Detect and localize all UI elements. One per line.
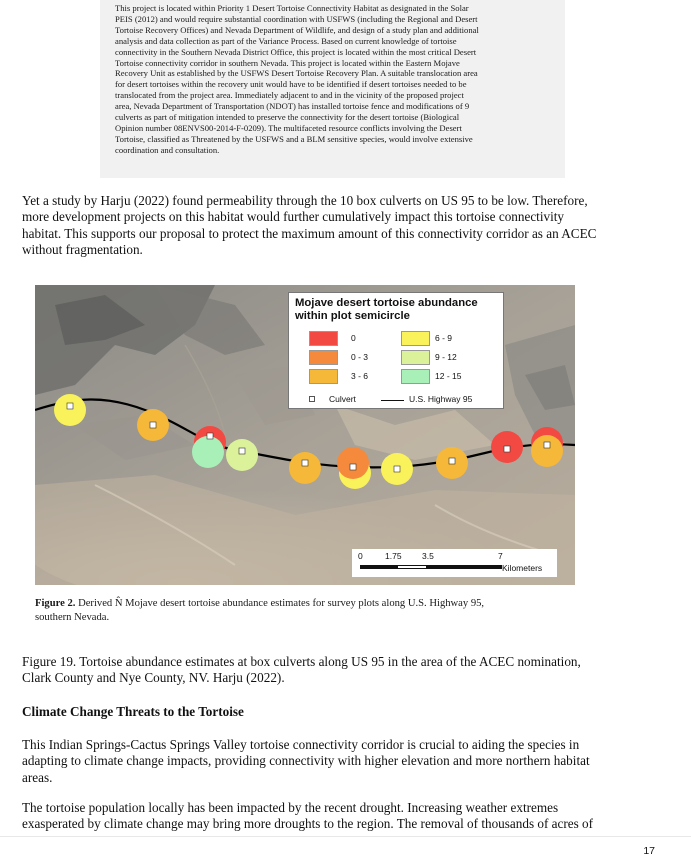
legend-label-6-9: 6 - 9 (435, 333, 453, 343)
caption-line (35, 597, 595, 611)
legend-highway-label: U.S. Highway 95 (409, 394, 473, 404)
paragraph-corridor (22, 737, 672, 786)
section-heading: Climate Change Threats to the Tortoise (22, 704, 244, 719)
survey-plot-12-15 (192, 436, 224, 468)
paragraph-line: areas. (22, 769, 53, 785)
culvert-marker (449, 458, 455, 464)
legend-label-0-3: 0 - 3 (351, 352, 369, 362)
culvert-marker (504, 446, 510, 452)
legend-swatch-6-9 (401, 331, 430, 346)
paragraph-line: without fragmentation. (22, 242, 143, 258)
caption-line: southern Nevada. (35, 612, 110, 623)
culvert-marker (544, 442, 550, 448)
quoted-excerpt-text: This project is located within Priority 1 Desert Tortoise Connectivity Habitat as designated in the Solar PEIS (2012) and would require substantial coordination with USFWS (including the Regional and Desert Tortoise Recovery Offices) and Nevada Department of Wildlife, and design of a study plan and additional analysis and data collection as part of the Variance Process. Based on current knowledge of tortoise connectivity in the Southern Nevada District Office, this project is located within the most critical Desert Tortoise connectivity corridor in southern Nevada. This project is located within the Eastern Mojave Recovery Unit as established by the USFWS Desert Tortoise Recovery Plan. A suitable translocation area for desert tortoises within the recovery unit would have to be identified if desert tortoises needed to be translocated from the project area. Immediately adjacent to and in the vicinity of the proposed project area, Nevada Department of Transportation (NDOT) has installed tortoise fence and modifications of 9 culverts as part of mitigation intended to preserve the connectivity for the desert tortoise (Biological Opinion number 08ENVS00-2014-F-0209). The multifaceted resource conflicts involving the Desert Tortoise, classified as Threatened by the USFWS and a BLM sensitive species, would involve extensive coordination and consultation. (115, 3, 479, 155)
paragraph-line: Figure 19. Tortoise abundance estimates at box culverts along US 95 in the area of the ACEC nomination, (22, 654, 581, 669)
scale-segment (360, 565, 397, 569)
legend-label-12-15: 12 - 15 (435, 371, 462, 381)
culvert-marker (67, 403, 73, 409)
survey-plot-9-12 (226, 439, 258, 471)
paragraph-line: more development projects on this habitat would further cumulatively impact this tortoise connectivity (22, 209, 565, 225)
culvert-marker (394, 466, 400, 472)
culvert-symbol-icon (309, 396, 315, 402)
paragraph-line: The tortoise population locally has been impacted by the recent drought. Increasing weather extremes (22, 800, 559, 815)
legend-swatch-0-3 (309, 350, 338, 365)
survey-plot-3-6 (289, 452, 321, 484)
culvert-marker (207, 433, 213, 439)
caption-label: Figure 2. (35, 598, 76, 609)
legend-swatch-3-6 (309, 369, 338, 384)
scale-tick-2: 3.5 (422, 551, 434, 561)
caption-text: Derived N̂ Mojave desert tortoise abundance estimates for survey plots along U.S. Highway 95, (78, 598, 485, 609)
culvert-marker (239, 448, 245, 454)
paragraph-line: Yet a study by Harju (2022) found permeability through the 10 box culverts on US 95 to be low. Therefore, (22, 193, 588, 208)
paragraph-drought (22, 800, 672, 833)
culvert-marker (302, 460, 308, 466)
paragraph-harju-study (22, 193, 672, 259)
map-legend (288, 292, 504, 409)
highway-symbol-icon (381, 400, 404, 401)
scale-segment (427, 565, 502, 569)
survey-plot-6-9 (54, 394, 86, 426)
paragraph-line: This Indian Springs-Cactus Springs Valley tortoise connectivity corridor is crucial to aiding the species in (22, 737, 580, 752)
legend-title: Mojave desert tortoise abundance within plot semicircle (295, 297, 478, 322)
survey-plot-3-6 (531, 435, 563, 467)
scale-tick-1: 1.75 (385, 551, 402, 561)
culvert-marker (350, 464, 356, 470)
legend-culvert-label: Culvert (329, 394, 356, 404)
scale-bar (352, 549, 557, 577)
scale-tick-0: 0 (358, 551, 363, 561)
survey-plot-0-3 (337, 447, 369, 479)
legend-label-3-6: 3 - 6 (351, 371, 369, 381)
footer-divider (0, 836, 691, 837)
legend-label-0: 0 (351, 333, 356, 343)
paragraph-figure-19 (22, 654, 672, 687)
paragraph-line: adapting to climate change impacts, providing connectivity with higher elevation and more northern habitat (22, 753, 590, 769)
scale-segment (397, 565, 427, 569)
figure-caption (35, 597, 595, 625)
legend-label-9-12: 9 - 12 (435, 352, 457, 362)
legend-swatch-9-12 (401, 350, 430, 365)
culvert-marker (150, 422, 156, 428)
page-number: 17 (643, 845, 655, 857)
scale-tick-3: 7 (498, 551, 503, 561)
legend-swatch-0 (309, 331, 338, 346)
paragraph-line: habitat. This supports our proposal to protect the maximum amount of this connectivity corridor as an ACEC (22, 225, 597, 241)
scale-unit: Kilometers (502, 563, 543, 573)
legend-swatch-12-15 (401, 369, 430, 384)
paragraph-line: exasperated by climate change may bring more droughts to the region. The removal of thousands of acres of (22, 816, 594, 832)
paragraph-line: Clark County and Nye County, NV. Harju (2022). (22, 670, 285, 686)
